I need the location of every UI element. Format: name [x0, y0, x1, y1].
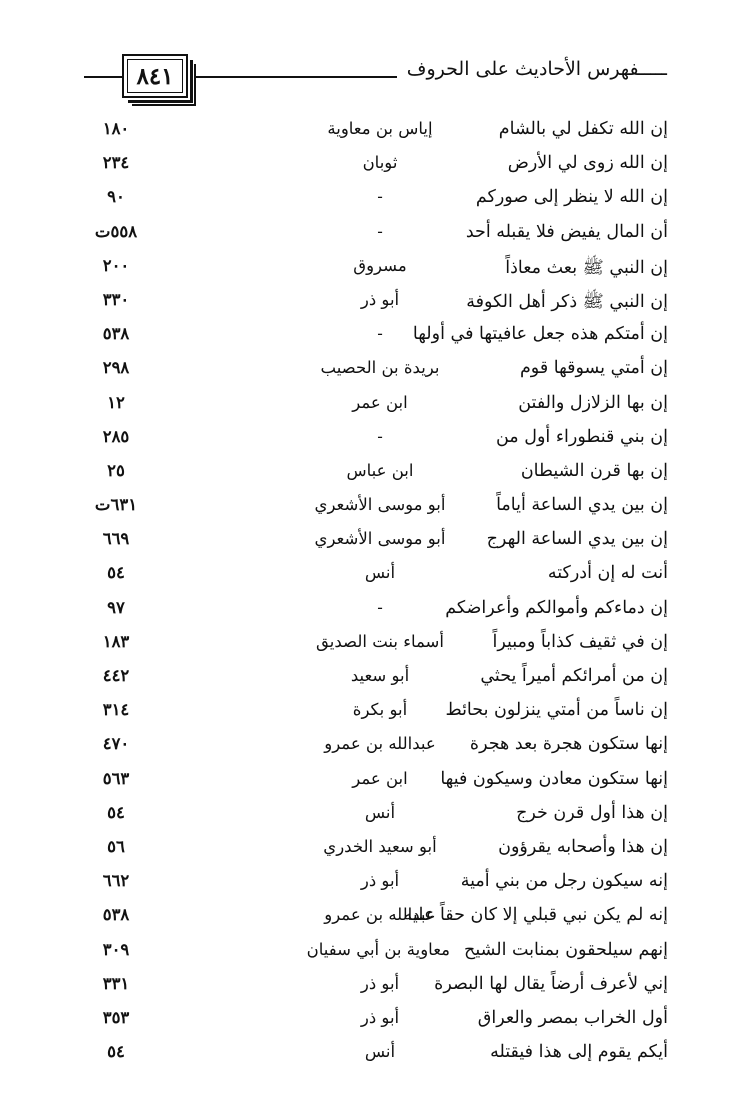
- page-reference: ٢٠٠: [102, 255, 130, 275]
- table-row: [60, 730, 670, 764]
- hadith-text: إن أمتي يسوقها قوم: [519, 358, 668, 379]
- narrator-name: أبو بكرة: [352, 700, 408, 720]
- hadith-text: إن أمتكم هذه جعل عافيتها في أولها: [412, 324, 668, 345]
- narrator-name: أبو سعيد: [350, 666, 410, 685]
- hadith-text: إن النبي ﷺ بعث معاذاً: [505, 257, 668, 278]
- page-reference: ١٨٣: [102, 631, 130, 651]
- table-row: [60, 1004, 670, 1038]
- narrator-name: أبو ذر: [360, 871, 400, 891]
- narrator-name: -: [377, 187, 383, 207]
- table-row: [60, 115, 670, 149]
- table-row: [60, 1038, 670, 1072]
- hadith-text: إن الله زوى لي الأرض: [507, 153, 668, 174]
- table-row: [60, 833, 670, 867]
- narrator-name: -: [377, 426, 383, 446]
- hadith-text: إن بين يدي الساعة أياماً: [496, 495, 668, 516]
- table-row: [60, 183, 670, 217]
- table-row: [60, 491, 670, 525]
- narrator-name: إياس بن معاوية: [327, 119, 433, 138]
- hadith-text: إني لأعرف أرضاً يقال لها البصرة: [434, 973, 668, 994]
- hadith-text: إن الله تكفل لي بالشام: [498, 119, 668, 139]
- page-reference: ٢٥: [107, 460, 125, 480]
- page-reference: ٥٤: [107, 1042, 125, 1062]
- page-reference: ٣٥٣: [102, 1007, 130, 1027]
- table-row: [60, 970, 670, 1004]
- narrator-name: أنس: [364, 563, 396, 583]
- page-reference: ٣١٤: [102, 700, 130, 720]
- page-reference: ٥٤: [107, 802, 125, 822]
- table-row: [60, 320, 670, 354]
- hadith-text: أنت له إن أدركته: [547, 563, 668, 584]
- page-reference: ٦٦٩: [102, 529, 130, 549]
- table-row: [60, 559, 670, 593]
- narrator-name: أبو موسى الأشعري: [314, 495, 446, 515]
- page-reference: ٣٠٩: [102, 939, 130, 959]
- page-reference: ٢٩٨: [102, 358, 130, 378]
- table-row: [60, 936, 670, 970]
- narrator-name: -: [377, 597, 383, 617]
- page-number: ٨٤١: [127, 59, 183, 93]
- page-number-frame: [122, 54, 188, 98]
- table-row: [60, 901, 670, 935]
- narrator-name: أبو موسى الأشعري: [314, 529, 446, 549]
- table-row: [60, 628, 670, 662]
- hadith-text: إنهم سيلحقون بمنابت الشيح: [464, 939, 668, 960]
- narrator-name: أنس: [364, 1042, 396, 1062]
- hadith-text: إن من أمرائكم أميراً يحثي: [480, 666, 668, 686]
- table-row: [60, 765, 670, 799]
- table-row: [60, 286, 670, 320]
- page-reference: ٤٤٢: [102, 666, 130, 685]
- table-row: [60, 389, 670, 423]
- narrator-name: أبو ذر: [360, 1007, 400, 1027]
- page-reference: ٢٨٥: [102, 426, 130, 446]
- table-row: [60, 354, 670, 388]
- table-row: [60, 457, 670, 491]
- table-row: [60, 594, 670, 628]
- page-reference: ٥٣٨: [102, 905, 130, 925]
- table-row: [60, 252, 670, 286]
- narrator-name: ابن عباس: [346, 460, 414, 480]
- narrator-name: معاوية بن أبي سفيان: [306, 939, 450, 959]
- table-row: [60, 799, 670, 833]
- hadith-text: إن النبي ﷺ ذكر أهل الكوفة: [466, 291, 668, 312]
- page-reference: ٩٠: [107, 187, 125, 207]
- page-reference: ٥٦٣: [102, 768, 130, 788]
- page-reference: ٩٧: [107, 597, 125, 617]
- hadith-text: أيكم يقوم إلى هذا فيقتله: [490, 1042, 668, 1063]
- hadith-index-table: [60, 115, 670, 1072]
- narrator-name: أبو ذر: [360, 289, 400, 309]
- page-reference: ٢٣٤: [102, 153, 130, 173]
- page-reference: ٣٣٠: [102, 289, 130, 309]
- page-reference: ٥٣٨: [102, 324, 130, 344]
- hadith-text: إن الله لا ينظر إلى صوركم: [475, 187, 668, 208]
- table-row: [60, 149, 670, 183]
- table-row: [60, 696, 670, 730]
- running-title: ـــــفهرس الأحاديث على الحروف: [397, 58, 669, 80]
- hadith-text: إنها ستكون هجرة بعد هجرة: [469, 734, 668, 755]
- narrator-name: عبدالله بن عمرو: [324, 905, 436, 925]
- hadith-text: إن بها قرن الشيطان: [520, 460, 668, 481]
- narrator-name: أنس: [364, 802, 396, 822]
- narrator-name: عبدالله بن عمرو: [324, 734, 436, 754]
- table-row: [60, 423, 670, 457]
- hadith-text: إن بني قنطوراء أول من: [495, 426, 668, 447]
- page-reference: ٦٣١ت: [94, 495, 138, 515]
- narrator-name: ابن عمر: [352, 392, 408, 412]
- page-reference: ٥٤: [107, 563, 125, 583]
- table-row: [60, 867, 670, 901]
- table-row: [60, 662, 670, 696]
- hadith-text: إنها ستكون معادن وسيكون فيها: [440, 768, 668, 789]
- page-reference: ١٢: [107, 392, 125, 412]
- narrator-name: -: [377, 221, 383, 241]
- hadith-text: إن ناساً من أمتي ينزلون بحائط: [445, 700, 668, 721]
- table-row: [60, 218, 670, 252]
- narrator-name: مسروق: [353, 255, 407, 275]
- narrator-name: بريدة بن الحصيب: [320, 358, 440, 378]
- narrator-name: أبو ذر: [360, 973, 400, 993]
- hadith-text: إنه سيكون رجل من بني أمية: [460, 871, 668, 892]
- page-header: [84, 48, 669, 104]
- hadith-text: إن هذا أول قرن خرج: [516, 802, 668, 823]
- table-row: [60, 525, 670, 559]
- header-rule-left: [84, 76, 122, 78]
- narrator-name: ابن عمر: [352, 768, 408, 788]
- hadith-text: إن في ثقيف كذاباً ومبيراً: [492, 631, 668, 652]
- narrator-name: -: [377, 324, 383, 344]
- page-reference: ٥٦: [107, 836, 125, 856]
- page-reference: ٥٥٨ت: [94, 221, 138, 241]
- narrator-name: ثوبان: [362, 153, 398, 173]
- hadith-text: إن بين يدي الساعة الهرج: [486, 529, 668, 550]
- page-reference: ١٨٠: [102, 119, 130, 138]
- narrator-name: أبو سعيد الخدري: [323, 836, 437, 856]
- hadith-text: أول الخراب بمصر والعراق: [477, 1007, 668, 1028]
- hadith-text: إن بها الزلازل والفتن: [518, 392, 668, 413]
- page-reference: ٦٦٢: [102, 871, 130, 891]
- hadith-text: إن دماءكم وأموالكم وأعراضكم: [445, 597, 668, 618]
- hadith-text: إنه لم يكن نبي قبلي إلا كان حقاً عليه: [403, 905, 668, 926]
- page-reference: ٣٣١: [102, 973, 130, 993]
- narrator-name: أسماء بنت الصديق: [316, 631, 444, 651]
- hadith-text: أن المال يفيض فلا يقبله أحد: [465, 221, 668, 242]
- hadith-text: إن هذا وأصحابه يقرؤون: [498, 836, 668, 857]
- page-reference: ٤٧٠: [102, 734, 130, 754]
